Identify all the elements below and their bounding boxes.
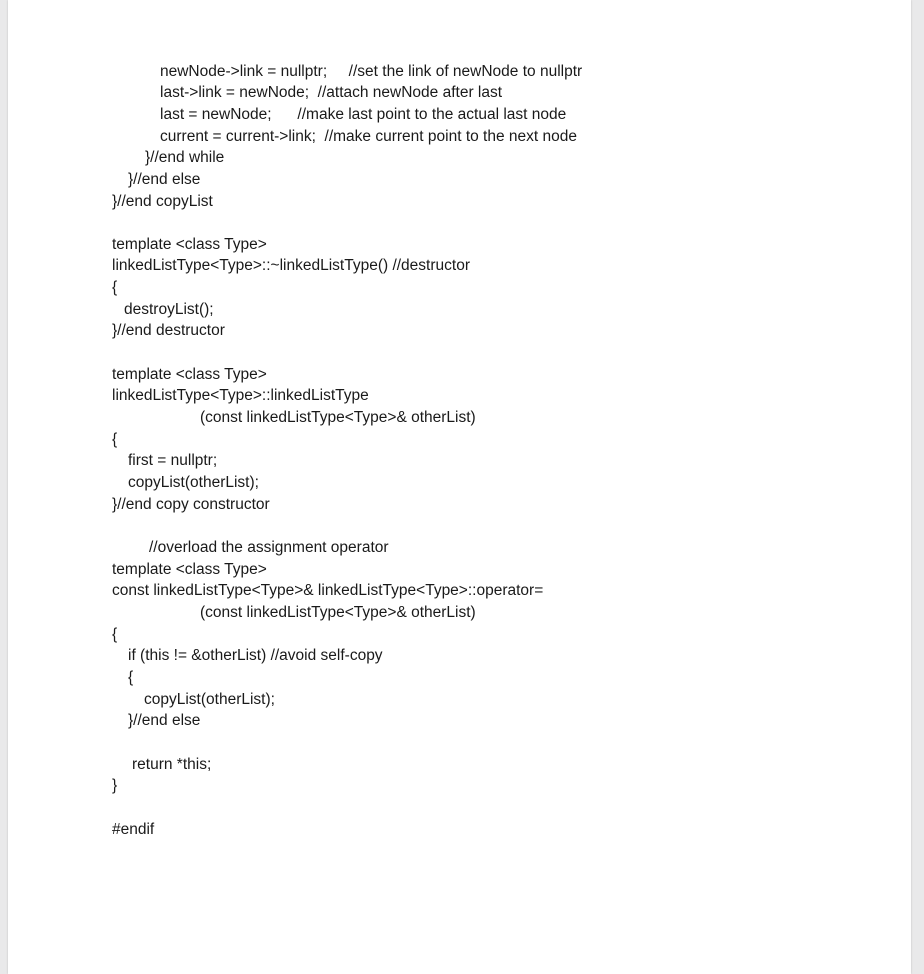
code-line: first = nullptr; [128, 452, 218, 469]
code-line: #endif [112, 821, 155, 838]
code-line: //overload the assignment operator [149, 539, 389, 556]
code-line: { [112, 626, 118, 643]
code-line: (const linkedListType<Type>& otherList) [200, 604, 476, 621]
code-line: current = current->link; //make current point to the next node [160, 128, 577, 145]
code-line: newNode->link = nullptr; //set the link of newNode to nullptr [160, 63, 583, 80]
code-line: last->link = newNode; //attach newNode after last [160, 84, 503, 101]
code-line: }//end else [128, 171, 201, 188]
document-page [8, 0, 911, 974]
code-line: template <class Type> [112, 236, 267, 253]
code-line: template <class Type> [112, 366, 267, 383]
code-line: linkedListType<Type>::~linkedListType() //destructor [112, 257, 470, 274]
code-line: }//end copy constructor [112, 496, 270, 513]
code-line: }//end copyList [112, 193, 213, 210]
code-line: template <class Type> [112, 561, 267, 578]
code-line: } [112, 777, 118, 794]
code-line: }//end else [128, 712, 201, 729]
code-line: copyList(otherList); [144, 691, 275, 708]
code-line: { [128, 669, 134, 686]
code-line: destroyList(); [124, 301, 214, 318]
code-line: copyList(otherList); [128, 474, 259, 491]
code-line: (const linkedListType<Type>& otherList) [200, 409, 476, 426]
code-line: linkedListType<Type>::linkedListType [112, 387, 369, 404]
code-line: { [112, 279, 118, 296]
code-line: last = newNode; //make last point to the actual last node [160, 106, 567, 123]
code-line: { [112, 431, 118, 448]
code-line: if (this != &otherList) //avoid self-copy [128, 647, 383, 664]
code-line: const linkedListType<Type>& linkedListType<Type>::operator= [112, 582, 544, 599]
code-line: }//end while [145, 149, 225, 166]
code-line: }//end destructor [112, 322, 225, 339]
code-line: return *this; [132, 756, 212, 773]
